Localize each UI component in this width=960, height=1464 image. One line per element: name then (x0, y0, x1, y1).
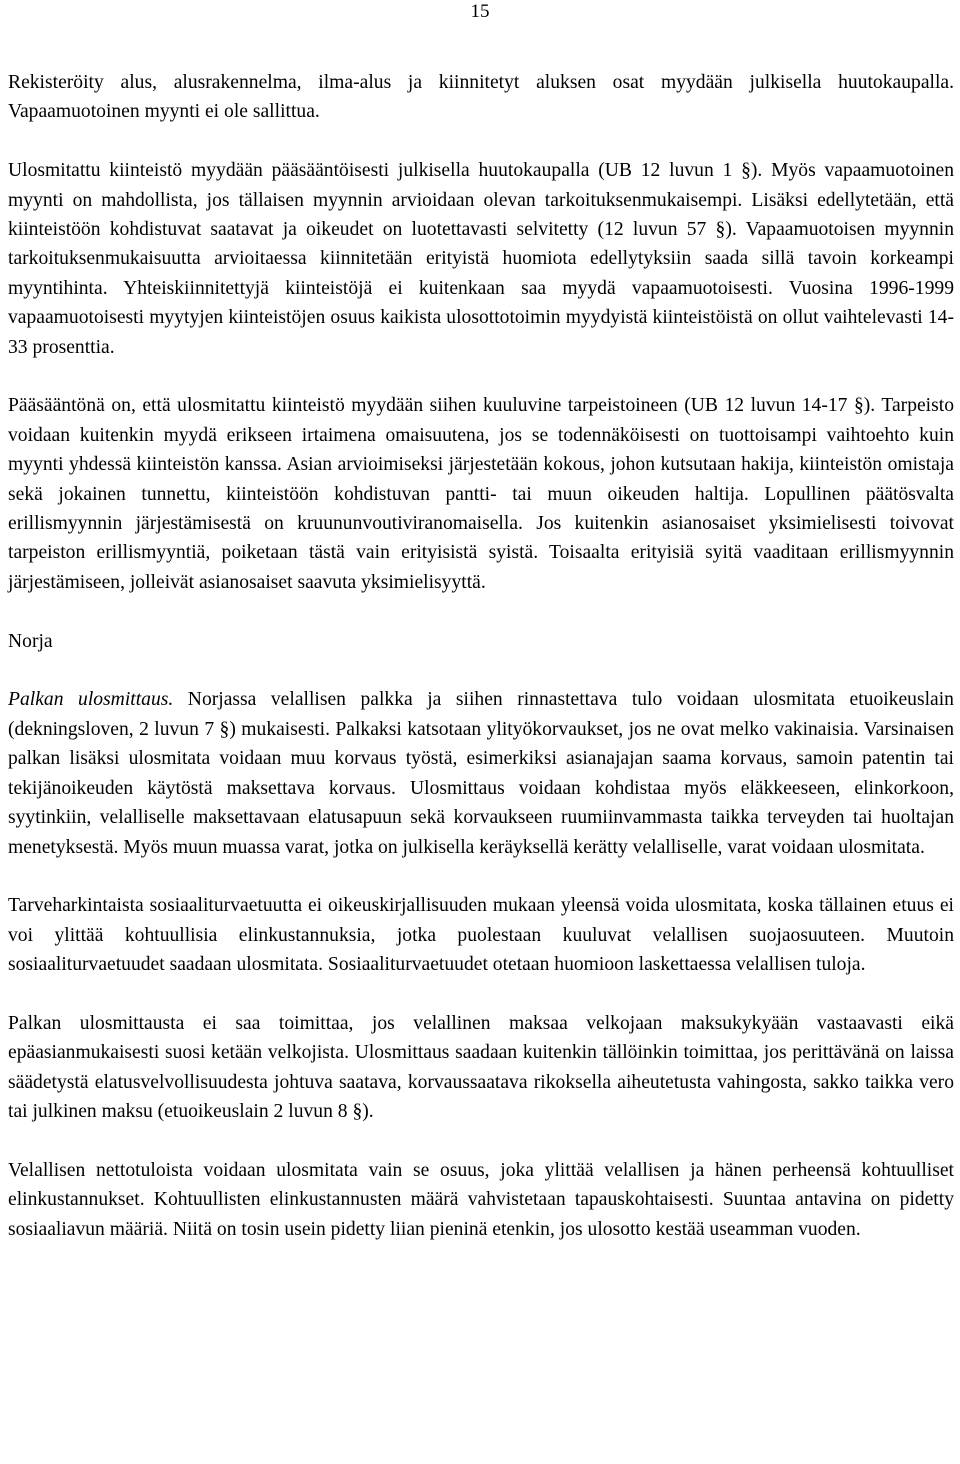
page-number: 15 (470, 1, 490, 22)
paragraph-lead-italic: Palkan ulosmittaus. (8, 689, 174, 711)
paragraph-social-benefits: Tarveharkintaista sosiaaliturvaetuutta ei oikeuskirjallisuuden mukaan yleensä voida ulosmitata, koska tällainen etuus ei voi ylittää kohtuullisia elinkustannuksia, jotka puolestaan kuuluvat velallisen suojaosuuteen. Muutoin sosiaaliturvaetuudet saadaan ulosmitata. Sosiaaliturvaetuudet otetaan huomioon laskettaessa velallisen tuloja. (8, 895, 954, 976)
paragraph-real-estate-sale: Ulosmitattu kiinteistö myydään pääsääntöisesti julkisella huutokaupalla (UB 12 luvun 1 §). Myös vapaamuotoinen myynti on mahdollista, jos tällaisen myynnin arvioidaan olevan tarkoituksenmukaisempi. Lisäksi edellytetään, että kiinteistöön kohdistuvat saatavat ja oikeudet on luotettavasti selvitetty (12 luvun 57 §). Vapaamuotoisen myynnin tarkoituksenmukaisuutta arvioitaessa kiinnitetään erityistä huomiota edellytyksiin saada sillä tavoin korkeampi myyntihinta. Yhteiskiinnitettyjä kiinteistöjä ei kuitenkaan saa myydä vapaamuotoisesti. Vuosina 1996-1999 vapaamuotoisesti myytyjen kiinteistöjen osuus kaikista ulosottotoimin myydyistä kiinteistöistä on ollut vaihtelevasti 14-33 prosenttia. (8, 160, 954, 358)
paragraph-vessels-auction: Rekisteröity alus, alusrakennelma, ilma-alus ja kiinnitetyt aluksen osat myydään julkisella huutokaupalla. Vapaamuotoinen myynti ei ole sallittua. (8, 72, 954, 123)
paragraph-appurtenances: Pääsääntönä on, että ulosmitattu kiinteistö myydään siihen kuuluvine tarpeistoineen (UB 12 luvun 14-17 §). Tarpeisto voidaan kuitenkin myydä erikseen irtaimena omaisuutena, jos se todennäköisesti on tuottoisampi vaihtoehto kuin myynti yhdessä kiinteistön kanssa. Asian arvioimiseksi järjestetään kokous, johon kutsutaan hakija, kiinteistön omistaja sekä jokainen tunnettu, kiinteistöön kohdistuvan pantti- tai muun oikeuden haltija. Lopullinen päätösvalta erillismyynnin järjestämisestä on kruununvoutiviranomaisella. Jos kuitenkin asianosaiset yksimielisesti toivovat tarpeiston erillismyyntiä, poiketaan tästä vain erityisistä syistä. Toisaalta erityisiä syitä vaaditaan erillismyynnin järjestämiseen, jolleivät asianosaiset saavuta yksimielisyyttä. (8, 395, 954, 593)
document-body (8, 68, 954, 1274)
paragraph-garnishment-conditions: Palkan ulosmittausta ei saa toimittaa, jos velallinen maksaa velkojaan maksukykyään vastaavasti eikä epäasianmukaisesti suosi ketään velkojista. Ulosmittaus saadaan kuitenkin tällöinkin toimittaa, jos perittävänä on laissa säädetystä elatusvelvollisuudesta johtuva saatava, korvaussaatava rikoksella aiheutetusta vahingosta, sakko taikka vero tai julkinen maksu (etuoikeuslain 2 luvun 8 §). (8, 1012, 954, 1123)
paragraph-net-income: Velallisen nettotuloista voidaan ulosmitata vain se osuus, joka ylittää velallisen ja hänen perheensä kohtuulliset elinkustannukset. Kohtuullisten elinkustannusten määrä vahvistetaan tapauskohtaisesti. Suuntaa antavina on pidetty sosiaaliavun määriä. Niitä on tosin usein pidetty liian pieninä etenkin, jos ulosotto kestää useamman vuoden. (8, 1159, 954, 1240)
paragraph-text: Norjassa velallisen palkka ja siihen rinnastettava tulo voidaan ulosmitata etuoikeuslain (dekningsloven, 2 luvun 7 §) mukaisesti. Palkaksi katsotaan ylityökorvaukset, jos ne ovat melko vakinaisia. Varsinaisen palkan lisäksi ulosmitata voidaan muu korvaus työstä, esimerkiksi asianajajan saama korvaus, samoin patentin tai tekijänoikeuden käytöstä maksettava korvaus. Ulosmittaus voidaan kohdistaa myös eläkkeeseen, elinkorkoon, syytinkiin, velalliselle maksettavaan elatusapuun sekä korvaukseen ruumiinvammasta taikka terveyden tai huoltajan menetyksestä. Myös muun muassa varat, jotka on julkisella keräyksellä kerätty velalliselle, varat voidaan ulosmitata. (8, 689, 954, 858)
section-heading-norja: Norja (8, 630, 53, 652)
paragraph-wage-garnishment (8, 685, 954, 861)
